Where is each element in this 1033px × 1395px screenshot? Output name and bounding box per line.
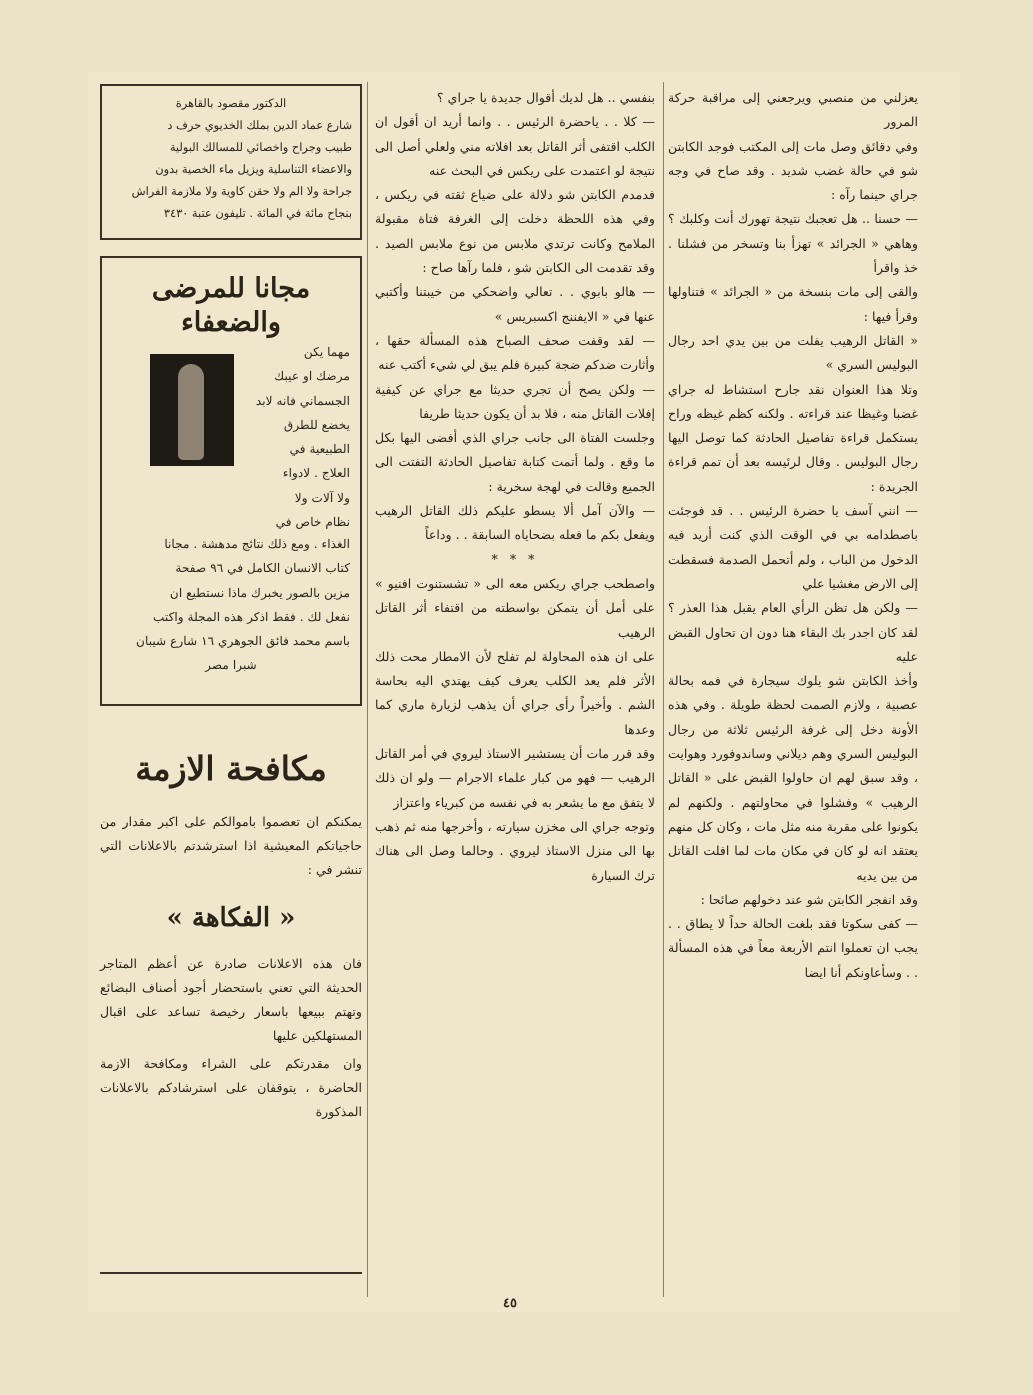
ad-line: الطبيعية في (289, 442, 350, 457)
ad-line: بنجاح مائة في المائة . تليفون عتبة ٣٤٣٠ (163, 206, 352, 220)
article-column-middle (375, 86, 655, 888)
paragraph: — حسنا .. هل تعجبك نتيجة تهورك أنت وكلبك ؟ وهاهي « الجرائد » تهزأ بنا وتسخر من فشلنا . خذ واقرأ (668, 211, 918, 276)
paragraph: فدمدم الكابتن شو دلالة على ضياع ثقته في ريكس ، وفي هذه اللحظة دخلت إلى الغرفة فتاة مقبولة الملامح وكانت ترتدي ملابس من نوع ملابس الصيد . وقد تقدمت الى الكابتن شو ، فلما رآها صاح : (375, 187, 655, 276)
paragraph: وتوجه جراي الى مخزن سيارته ، وأخرجها منه ثم ذهب بها الى منزل الاستاذ ليروي . وحالما وصل الى هناك ترك السيارة (375, 818, 655, 883)
free-for-sick-advertisement (100, 256, 362, 706)
doctor-advertisement (100, 84, 362, 240)
statue-figure (178, 364, 204, 460)
ad-line: شبرا مصر (205, 658, 257, 673)
ad-closing: وان مقدرتكم على الشراء ومكافحة الازمة الحاضرة ، يتوقفان على استرشادكم بالاعلانات المذكورة (100, 1056, 362, 1119)
paragraph: على ان هذه المحاولة لم تفلح لأن الامطار محت ذلك الأثر فلم يعد الكلب يعرف كيف يهتدي اليه بحاسة الشم . وأخيراً رأى جراي أن يذهب لزيارة ماري كما وعدها (375, 648, 655, 737)
crisis-advertisement (100, 738, 362, 1124)
ad-line: والاعضاء التناسلية ويزيل ماء الخصية بدون (155, 162, 352, 176)
paragraph: — كفى سكوتا فقد بلغت الحالة حداً لا يطاق . . يجب ان تعملوا انتم الأربعة معاً في هذه المسألة . . وسأعاونكم أنا ايضا (668, 916, 918, 980)
ad-line: العلاج . لادواء (282, 466, 350, 481)
paragraph: — والآن آمل ألا يسطو عليكم ذلك القاتل الرهيب ويفعل بكم ما فعله بضحاياه السابقة . . وداعاً (375, 503, 655, 543)
paragraph: — لقد وقفت صحف الصباح هذه المسألة حقها ، وأثارت ضدكم ضجة كبيرة فلم يبق لي شيء أكتب عنه (375, 332, 655, 373)
ad-line: الغذاء . ومع ذلك نتائج مدهشة . مجانا (164, 537, 350, 551)
magazine-name: « الفكاهة » (166, 903, 296, 933)
ad-line: الجسماني فانه لابد (255, 393, 350, 408)
ad-title: مكافحة الازمة (135, 749, 327, 788)
ad-line: يخضع للطرق (283, 417, 350, 432)
paragraph: بنفسي .. هل لديك أقوال جديدة يا جراي ؟ (436, 90, 655, 105)
ad-line: جراحة ولا الم ولا حقن كاوية ولا ملازمة الفراش (131, 184, 352, 198)
ad-line: نفعل لك . فقط اذكر هذه المجلة واكتب (152, 609, 350, 624)
paragraph: « القاتل الرهيب يفلت من بين يدي احد رجال البوليس السري » (668, 332, 918, 373)
paragraph: وقد قرر مات أن يستشير الاستاذ ليروي في أمر القاتل الرهيب — فهو من كبار علماء الاجرام — ولو ان ذلك لا يتفق مع ما يشعر به في نفسه من كبرياء واعتزاز (375, 746, 655, 810)
ad-headline: مجانا للمرضى والضعفاء (151, 273, 311, 338)
paragraph: وأخذ الكابتن شو يلوك سيجارة في فمه بحالة عصبية ، ولازم الصمت لحظة طويلة . وفي هذه الأونة دخل إلى غرفة الرئيس ثلاثة من رجال البوليس السري وهم ديلاني وساندوفورد وهوايت ، وقد سبق لهم ان حاولوا القبض على « القاتل الرهيب » وفشلوا في محاولتهم . ولكنهم لم يكونوا على مقربة منه مثل مات ، وكان كل منهم يعتقد انه لو كان في مكان مات لما افلت القاتل من بين يديه (668, 673, 918, 883)
ad-side-text (240, 340, 350, 534)
paragraph: واصطحب جراي ريكس معه الى « تشستنوت افنيو » على أمل أن يتمكن بواسطته من اقتفاء أثر القاتل الرهيب (375, 575, 655, 640)
ad-line: طبيب وجراح واخصائي للمسالك البولية (169, 140, 352, 154)
paragraph: — هالو بابوي . . تعالي واضحكي من خيبتنا وأكتبي عنها في « الايفننج اكسبريس » (375, 284, 655, 324)
paragraph: — ولكن يصح أن تجري حديثا مع جراي عن كيفية إفلات القاتل منه ، فلا بد أن يكون حديثا طريفا (375, 381, 655, 421)
paragraph: وفي دقائق وصل مات إلى المكتب فوجد الكابتن شو في حالة غضب شديد . وقد صاح في وجه جراي حينما رآه : (668, 138, 918, 203)
ad-intro: يمكنكم ان تعصموا باموالكم على اكبر مقدار من حاجياتكم المعيشية اذا استرشدتم بالاعلانات التي تنشر في : (100, 814, 362, 877)
ad-line: الدكتور مقصود بالقاهرة (175, 96, 287, 110)
paragraph: وقد انفجر الكابتن شو عند دخولهم صائحا : (700, 891, 918, 907)
section-separator: * * * (491, 551, 539, 567)
paragraph: — كلا . . ياحضرة الرئيس . . وانما أريد ان أقول ان الكلب اقتفى أثر القاتل بعد افلاته مني ولعلي أصل الى نتيجة لو اعتمدت على ريكس في البحث عنه (375, 114, 655, 178)
paragraph: يعزلني من منصبي ويرجعني إلى مراقبة حركة المرور (668, 90, 918, 130)
ad-line: باسم محمد فائق الجوهري ١٦ شارع شيبان (136, 634, 350, 649)
ad-line: نظام خاص في (275, 515, 350, 530)
page-number: ٤٥ (503, 1296, 517, 1311)
ad-line: مرضك او عيبك (274, 369, 350, 384)
ad-line: شارع عماد الدين بملك الخديوي حرف د (167, 118, 352, 132)
ad-line: كتاب الانسان الكامل في ٩٦ صفحة (175, 561, 350, 576)
ad-body-text (112, 532, 350, 678)
paragraph: — ولكن هل تظن الرأي العام يقبل هذا العذر ؟ لقد كان اجدر بك البقاء هنا دون ان تحاول القبض عليه (668, 600, 918, 664)
column-divider-left (367, 82, 368, 1297)
column-divider-right (663, 82, 664, 1297)
paragraph: وجلست الفتاة الى جانب جراي الذي أفضى اليها بكل ما وقع . ولما أتمت كتابة تفاصيل الحادثة التفتت الى الجميع وقالت في لهجة سخرية : (375, 430, 655, 494)
ad-line: مزين بالصور يخبرك ماذا نستطيع ان (169, 585, 350, 600)
article-column-right (668, 86, 918, 985)
paragraph: والقى إلى مات بنسخة من « الجرائد » فتناولها وقرأ فيها : (668, 284, 918, 324)
paragraph: — انني آسف يا حضرة الرئيس . . قد فوجئت باصطدامه بي في الوقت الذي كنت أريد فيه الدخول من الباب ، ولم أتحمل الصدمة فسقطت إلى الارض مغشيا علي (668, 503, 918, 591)
ad-line: ولا آلات ولا (294, 490, 350, 505)
bottom-rule (100, 1272, 362, 1274)
ad-line: مهما يكن (303, 345, 350, 359)
statue-photo (150, 354, 234, 466)
paragraph: وتلا هذا العنوان نقد جارح استشاط له جراي غضبا وغيظا عند قراءته . ولكنه كظم غيظه وراح يستكمل قراءة تفاصيل الحادثة كما توصل اليها رجال البوليس . وقال لرئيسه بعد أن تمم قراءة الجريدة : (668, 381, 918, 494)
ad-body: فان هذه الاعلانات صادرة عن أعظم المتاجر الحديثة التي تعني باستحضار أجود أصناف البضائع وتهتم ببيعها باسعار رخيصة تساعد على اقبال المستهلكين عليها (100, 956, 362, 1043)
